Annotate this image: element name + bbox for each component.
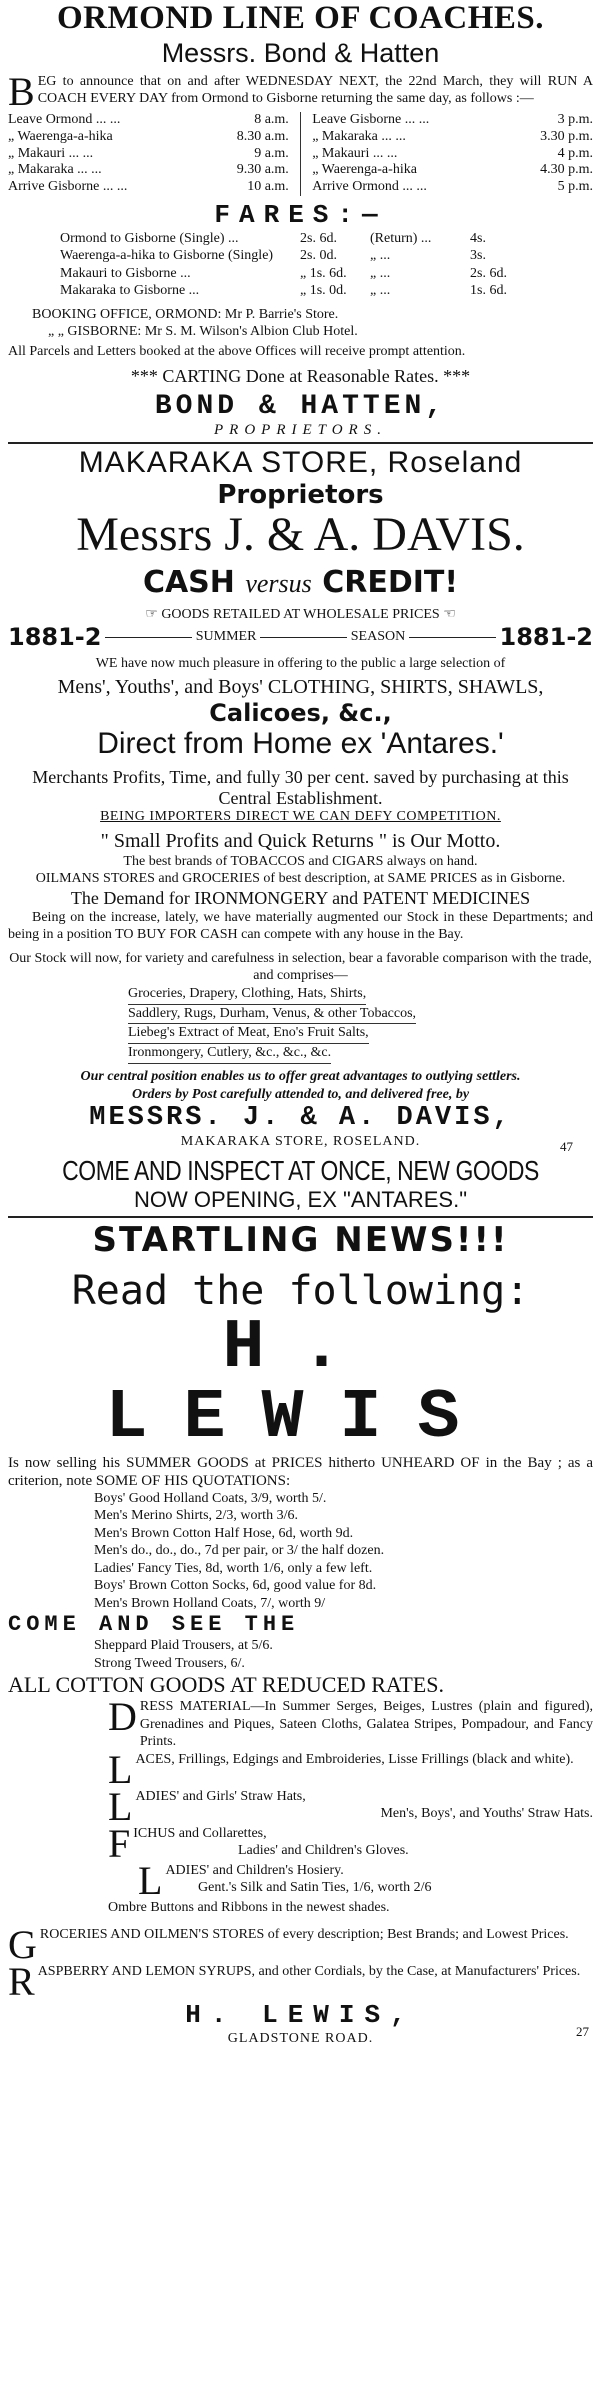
ormond-advert	[8, 0, 593, 439]
stop-label: Arrive Gisborne ... ...	[8, 179, 128, 195]
trousers-tweed: Strong Tweed Trousers, 6/.	[94, 1655, 245, 1671]
selling-text: Is now selling his SUMMER GOODS at PRICES hitherto UNHEARD OF in the Bay ; as a criterion, note SOME OF HIS QUOTATIONS:	[8, 1454, 593, 1489]
quotation-item: Boys' Brown Cotton Socks, 6d, good value for 8d.	[94, 1578, 377, 1594]
davis-footer	[8, 1103, 593, 1155]
trousers-plaid: Sheppard Plaid Trousers, at 5/6.	[94, 1638, 273, 1654]
fare-row	[60, 282, 593, 300]
central-position: Our central position enables us to offer great advantages to outlying settlers.	[80, 1069, 521, 1085]
advert-number: 27	[576, 2024, 589, 2040]
quotations-list	[8, 1490, 593, 1613]
fare-ret: 3s.	[470, 248, 486, 264]
startling-news: STARTLING NEWS!!!	[92, 1219, 509, 1260]
fare-ret-label: „ ...	[370, 248, 391, 264]
lewis-footer	[8, 2000, 593, 2048]
goods-retailed: ☞ GOODS RETAILED AT WHOLESALE PRICES ☜	[145, 606, 456, 622]
fare-ret-label: „ ...	[370, 283, 391, 299]
lewis-name: H. LEWIS	[105, 1308, 496, 1458]
quotation-item: Boys' Good Holland Coats, 3/9, worth 5/.	[94, 1490, 327, 1506]
makaraka-advert	[8, 442, 593, 1212]
ormond-intro: BEG to announce that on and after WEDNESDAY NEXT, the 22nd March, they will RUN A COACH EVERY DAY from Ormond to Gisborne returning the same day, as follows :—	[8, 68, 593, 114]
timetable-row	[8, 146, 289, 163]
timetable-row	[312, 112, 593, 129]
timetable-row	[8, 129, 289, 146]
messrs-davis: MESSRS. J. & A. DAVIS,	[89, 1103, 512, 1134]
hand-pointer-left-icon: ☜	[443, 606, 456, 622]
season-line: 1881-2 SUMMER SEASON 1881-2	[8, 623, 593, 652]
fare-row	[60, 230, 593, 248]
gladstone-road: GLADSTONE ROAD.	[227, 2031, 374, 2047]
quotation-item: Ladies' Fancy Ties, 8d, worth 1/6, only a few left.	[94, 1560, 373, 1576]
stop-label: Leave Gisborne ... ...	[312, 111, 430, 127]
bond-hatten-footer: BOND & HATTEN,	[154, 391, 447, 423]
lewis-advert	[8, 1216, 593, 2048]
hosiery: LADIES' and Children's Hosiery. Gent.'s Silk and Satin Ties, 1/6, worth 2/6	[138, 1857, 432, 1903]
davis-name: Messrs J. & A. DAVIS.	[76, 508, 525, 562]
fare-row	[60, 247, 593, 265]
stop-time: 3.30 p.m.	[540, 128, 593, 144]
straw-hats: LADIES' and Girls' Straw Hats, Men's, Boys', and Youths' Straw Hats.	[108, 1783, 593, 1829]
motto: " Small Profits and Quick Returns " is Our Motto.	[100, 829, 501, 852]
stop-time: 8 a.m.	[254, 111, 289, 127]
merchants-profits: Merchants Profits, Time, and fully 30 per cent. saved by purchasing at this Central Establishment.	[32, 766, 569, 808]
fare-ret: 4s.	[470, 230, 486, 246]
groceries: GROCERIES AND OILMEN'S STORES of every description; Best Brands; and Lowest Prices.	[8, 1922, 569, 1968]
fare-single: 2s. 6d.	[300, 230, 337, 246]
oilmans-stores: OILMANS STORES and GROCERIES of best description, at SAME PRICES as in Gisborne.	[35, 871, 566, 887]
stop-label: „ Waerenga-a-hika	[8, 128, 113, 144]
stop-time: 4 p.m.	[557, 145, 593, 161]
stop-time: 9 a.m.	[254, 145, 289, 161]
fare-ret-label: (Return) ...	[370, 230, 432, 246]
increase-text: Being on the increase, lately, we have materially augmented our Stock in these Departments; and being in a position TO BUY FOR CASH can compete with any house in the Bay.	[8, 909, 593, 943]
stop-label: „ Makauri ... ...	[312, 145, 398, 161]
hand-pointer-right-icon: ☞	[145, 606, 158, 622]
lewis-footer-name: H. LEWIS,	[185, 2000, 416, 2031]
quotation-item: Men's Brown Holland Coats, 7/, worth 9/	[94, 1595, 326, 1611]
stock-items	[8, 985, 593, 1065]
timetable-row	[8, 112, 289, 129]
cash-credit: CASH versus CREDIT!	[142, 564, 459, 600]
fare-route: Makaraka to Gisborne ...	[60, 283, 200, 299]
read-following: Read the following:	[71, 1267, 530, 1314]
raspberry-syrups: RASPBERRY AND LEMON SYRUPS, and other Cordials, by the Case, at Manufacturers' Prices.	[8, 1959, 581, 2005]
fare-route: Waerenga-a-hika to Gisborne (Single)	[60, 248, 274, 264]
stop-label: „ Makaraka ... ...	[312, 128, 406, 144]
calicoes: Calicoes, &c.,	[209, 698, 392, 727]
stop-label: „ Waerenga-a-hika	[312, 162, 417, 178]
stop-label: Arrive Ormond ... ...	[312, 179, 427, 195]
proprietors-label: PROPRIETORS.	[214, 422, 387, 439]
stop-time: 4.30 p.m.	[540, 162, 593, 178]
come-and-see: COME AND SEE THE	[8, 1612, 300, 1638]
makaraka-title: MAKARAKA STORE, Roseland	[78, 446, 523, 480]
fare-ret: 1s. 6d.	[470, 283, 507, 299]
quotation-item: Men's do., do., do., 7d per pair, or 3/ the half dozen.	[94, 1543, 385, 1559]
stop-time: 8.30 a.m.	[236, 128, 289, 144]
mens-clothing: Mens', Youths', and Boys' CLOTHING, SHIRTS, SHAWLS,	[57, 675, 544, 698]
makaraka-store-address: MAKARAKA STORE, ROSELAND.	[180, 1134, 421, 1150]
carting-notice: *** CARTING Done at Reasonable Rates. ***	[130, 366, 471, 387]
stock-item: Groceries, Drapery, Clothing, Hats, Shirts,	[128, 985, 366, 1005]
booking-office-gisborne: „ „ GISBORNE: Mr S. M. Wilson's Albion Club Hotel.	[48, 324, 358, 340]
now-opening: NOW OPENING, EX "ANTARES."	[133, 1186, 468, 1212]
timetable-row	[8, 162, 289, 179]
pleasure-text: WE have now much pleasure in offering to the public a large selection of	[95, 656, 506, 672]
importers-direct: BEING IMPORTERS DIRECT WE CAN DEFY COMPETITION.	[100, 809, 501, 825]
fare-single: 2s. 0d.	[300, 248, 337, 264]
cotton-goods: ALL COTTON GOODS AT REDUCED RATES.	[8, 1672, 444, 1698]
stock-item: Ironmongery, Cutlery, &c., &c., &c.	[128, 1044, 331, 1064]
quotation-item: Men's Brown Cotton Half Hose, 6d, worth 9d.	[94, 1525, 354, 1541]
fare-ret-label: „ ...	[370, 265, 391, 281]
laces: LACES, Frillings, Edgings and Embroideries, Lisse Frillings (black and white).	[108, 1746, 574, 1792]
fare-single: „ 1s. 6d.	[300, 265, 347, 281]
stop-time: 5 p.m.	[557, 179, 593, 195]
timetable-left	[8, 112, 289, 196]
stop-label: „ Makaraka ... ...	[8, 162, 102, 178]
dropcap: B	[8, 68, 35, 114]
fare-route: Makauri to Gisborne ...	[60, 265, 191, 281]
stock-item: Liebeg's Extract of Meat, Eno's Fruit Salts,	[128, 1024, 369, 1044]
fares-title: FARES:—	[214, 199, 387, 230]
advert-number: 47	[560, 1139, 573, 1155]
quotation-item: Men's Merino Shirts, 2/3, worth 3/6.	[94, 1508, 298, 1524]
fares-table	[8, 230, 593, 300]
timetable-right	[312, 112, 593, 196]
proprietors-heading: Proprietors	[217, 480, 384, 511]
tobaccos: The best brands of TOBACCOS and CIGARS always on hand.	[123, 853, 478, 869]
stop-time: 9.30 a.m.	[236, 162, 289, 178]
stop-time: 10 a.m.	[247, 179, 289, 195]
timetable-row	[312, 179, 593, 196]
stock-text: Our Stock will now, for variety and carefulness in selection, bear a favorable comparison with the trade, and comprises—	[9, 950, 592, 984]
dress-material: DRESS MATERIAL—In Summer Serges, Beiges, Lustres (plain and figured), Grenadines and Piques, Sateen Cloths, Galatea Stripes, Pompadour, and Fancy Prints.	[108, 1694, 593, 1750]
stock-item: Saddlery, Rugs, Durham, Venus, & other Tobaccos,	[128, 1005, 416, 1025]
booking-office-ormond: BOOKING OFFICE, ORMOND: Mr P. Barrie's Store.	[32, 306, 339, 322]
fare-ret: 2s. 6d.	[470, 265, 507, 281]
timetable-row	[8, 179, 289, 196]
timetable-row	[312, 162, 593, 179]
ormond-title: ORMOND LINE OF COACHES.	[57, 0, 544, 36]
timetable-row	[312, 129, 593, 146]
stop-label: Leave Ormond ... ...	[8, 111, 121, 127]
orders-by-post: Orders by Post carefully attended to, and delivered free, by	[131, 1086, 470, 1102]
fare-row	[60, 265, 593, 283]
fare-single: „ 1s. 0d.	[300, 283, 347, 299]
fare-route: Ormond to Gisborne (Single) ...	[60, 230, 239, 246]
come-inspect: COME AND INSPECT AT ONCE, NEW GOODS	[62, 1154, 539, 1186]
ombre-buttons: Ombre Buttons and Ribbons in the newest shades.	[108, 1899, 390, 1915]
timetable	[8, 112, 593, 196]
stop-time: 3 p.m.	[557, 111, 593, 127]
parcels-notice: All Parcels and Letters booked at the above Offices will receive prompt attention.	[8, 343, 466, 359]
trousers	[8, 1637, 593, 1672]
fichus: FICHUS and Collarettes, Ladies' and Children's Gloves.	[108, 1820, 409, 1866]
stop-label: „ Makauri ... ...	[8, 145, 94, 161]
direct-from-home: Direct from Home ex 'Antares.'	[97, 726, 504, 760]
demand-ironmongery: The Demand for IRONMONGERY and PATENT MEDICINES	[70, 887, 531, 908]
ormond-firm: Messrs. Bond & Hatten	[161, 37, 440, 68]
timetable-row	[312, 146, 593, 163]
